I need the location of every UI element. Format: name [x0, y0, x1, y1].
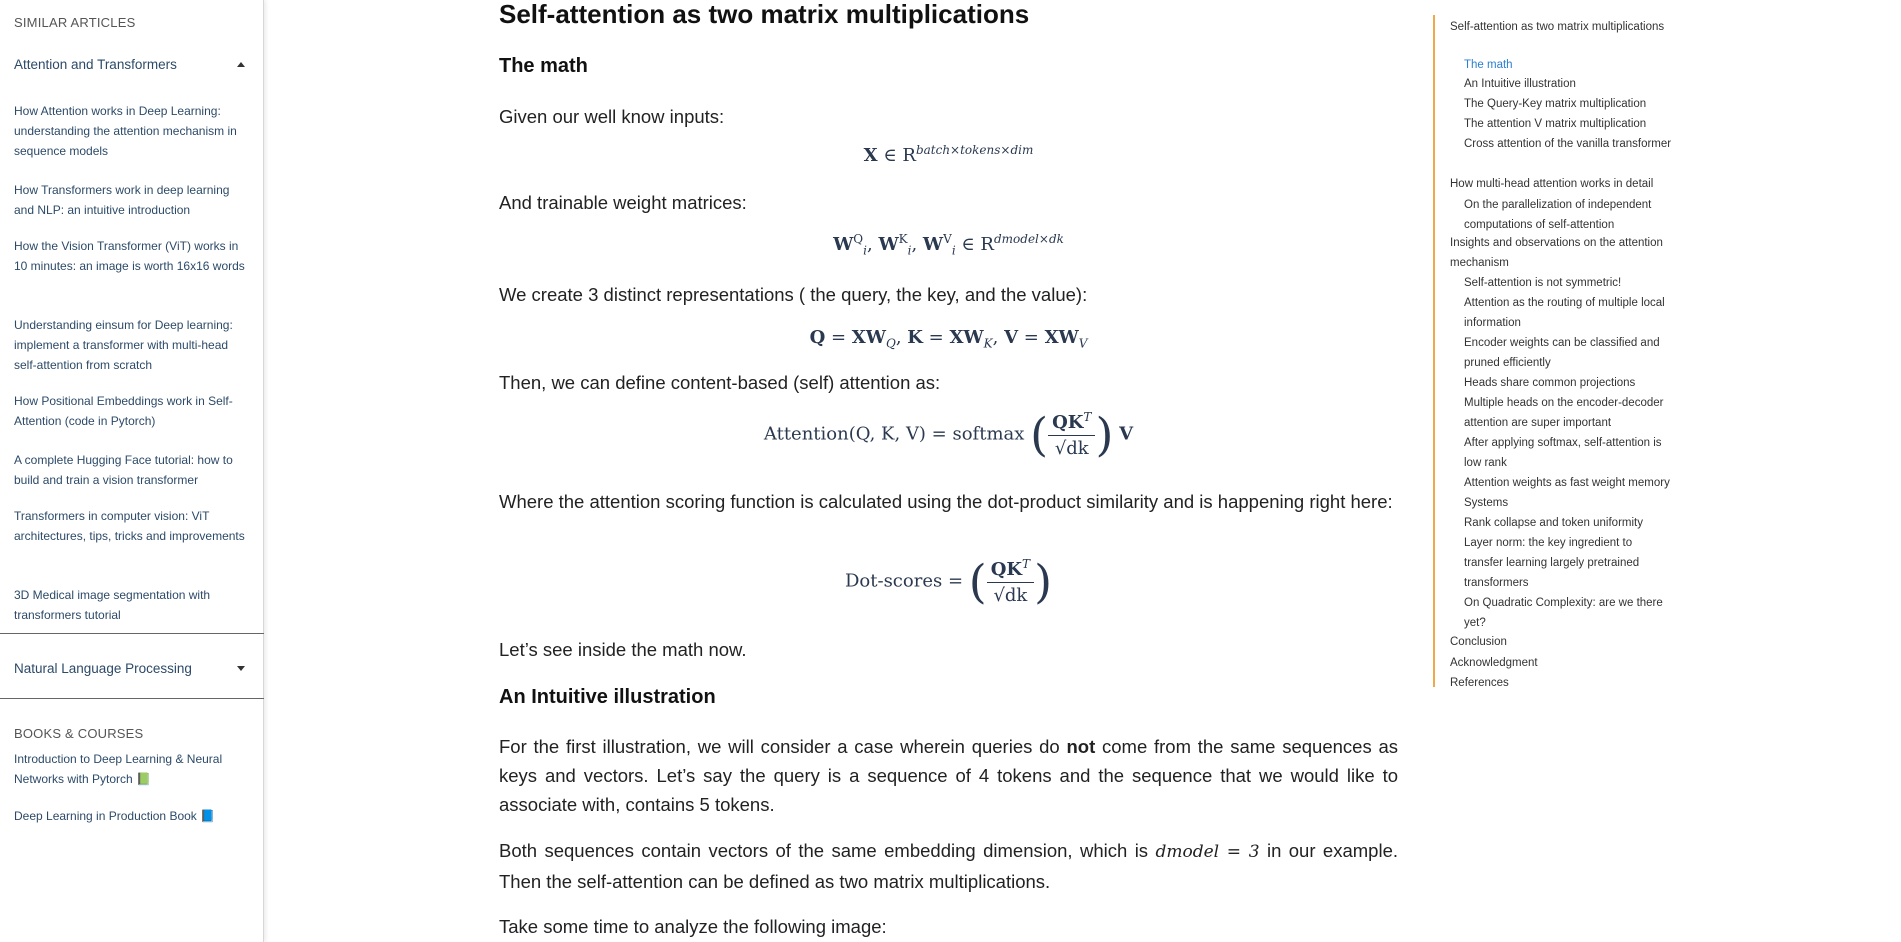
paragraph: Given our well know inputs: — [499, 106, 725, 127]
toc-item[interactable]: Cross attention of the vanilla transformer — [1464, 138, 1672, 150]
toc-item[interactable]: Attention as the routing of multiple local information — [1464, 297, 1665, 329]
group-label: Attention and Transformers — [14, 57, 177, 72]
equation-attention: Attention(Q, K, V) = softmax ( $\frac{QK^T}{√dk}$ ) V — [763, 407, 1134, 462]
toc-item[interactable]: Acknowledgment — [1450, 657, 1538, 669]
chevron-down-icon — [237, 666, 245, 671]
article-content — [499, 0, 1398, 942]
toc-item[interactable]: An Intuitive illustration — [1464, 78, 1576, 90]
paragraph: Then, we can define content-based (self) attention as: — [499, 372, 941, 393]
book-link[interactable]: Deep Learning in Production Book 📘 — [14, 809, 216, 823]
toc-item[interactable]: Layer norm: the key ingredient to transfer learning largely pretrained transformers — [1464, 537, 1640, 589]
toc-item[interactable]: References — [1450, 677, 1509, 689]
paragraph: Take some time to analyze the following image: — [499, 916, 887, 937]
toc-item[interactable]: The math — [1464, 59, 1513, 71]
toc-item[interactable]: On the parallelization of independent computations of self-attention — [1464, 199, 1652, 231]
toc-item[interactable]: The attention V matrix multiplication — [1464, 118, 1647, 130]
chevron-up-icon — [237, 62, 245, 67]
divider — [0, 698, 264, 699]
similar-article-link[interactable]: How Transformers work in deep learning and NLP: an intuitive introduction — [14, 183, 230, 217]
toc-item[interactable]: Attention weights as fast weight memory Systems — [1464, 477, 1670, 509]
paragraph: And trainable weight matrices: — [499, 192, 747, 213]
toc-item[interactable]: Self-attention as two matrix multiplications — [1450, 21, 1665, 33]
subsection-title-math: The math — [499, 55, 588, 77]
toc-item[interactable]: Heads share common projections — [1464, 377, 1636, 389]
toc-item[interactable]: Self-attention is not symmetric! — [1464, 277, 1622, 289]
equation-dot-scores: Dot-scores = ( $\frac{QK^T}{√dk}$ ) — [844, 554, 1053, 609]
toc-item[interactable]: Rank collapse and token uniformity — [1464, 517, 1643, 529]
paragraph: We create 3 distinct representations ( the query, the key, and the value): — [499, 284, 1088, 305]
similar-article-link[interactable]: 3D Medical image segmentation with transformers tutorial — [14, 588, 211, 622]
similar-article-link[interactable]: How Attention works in Deep Learning: understanding the attention mechanism in sequence models — [14, 104, 237, 158]
divider — [0, 633, 264, 634]
paragraph: For the first illustration, we will consider a case wherein queries do not come from the same sequences as keys and vectors. Let’s say the query is a sequence of 4 tokens and the sequence that we would like to associate with, contains 5 tokens. — [499, 736, 1399, 815]
similar-article-link[interactable]: How the Vision Transformer (ViT) works in 10 minutes: an image is worth 16x16 words — [14, 239, 245, 273]
subsection-title-intuitive: An Intuitive illustration — [499, 686, 716, 708]
paragraph: Where the attention scoring function is calculated using the dot-product similarity and is happening right here: — [499, 491, 1393, 512]
toc-item[interactable]: How multi-head attention works in detail — [1450, 178, 1654, 190]
equation-x: X ∈ $R^{batch\times tokens\times dim}$ — [863, 143, 1034, 166]
paragraph: Both sequences contain vectors of the same embedding dimension, which is dmodel = 3 in our example. Then the self-attention can be defined as two matrix multiplications. — [499, 840, 1398, 892]
toc-item[interactable]: Conclusion — [1450, 636, 1507, 648]
similar-article-link[interactable]: Transformers in computer vision: ViT architectures, tips, tricks and improvements — [14, 509, 245, 543]
similar-article-link[interactable]: How Positional Embeddings work in Self-Attention (code in Pytorch) — [14, 394, 233, 428]
paragraph: Let’s see inside the math now. — [499, 639, 747, 660]
similar-article-link[interactable]: Understanding einsum for Deep learning: implement a transformer with multi-head self-attention from scratch — [14, 318, 233, 372]
toc-item[interactable]: On Quadratic Complexity: are we there yet? — [1464, 597, 1663, 629]
toc-item[interactable]: Insights and observations on the attention mechanism — [1450, 237, 1663, 269]
toc-item[interactable]: The Query-Key matrix multiplication — [1464, 98, 1647, 110]
toc-item[interactable]: Encoder weights can be classified and pruned efficiently — [1464, 337, 1660, 369]
equation-weights: $W^Q_i$, $W^K_i$, $W^V_i$ ∈ $R^{dmodel\times dk}$ — [833, 232, 1064, 258]
equation-qkv: $Q = XW_Q$, $K = XW_K$, $V = XW_V$ — [809, 327, 1088, 351]
books-courses-heading: BOOKS & COURSES — [14, 726, 144, 741]
similar-article-link[interactable]: A complete Hugging Face tutorial: how to build and train a vision transformer — [14, 453, 233, 487]
book-link[interactable]: Introduction to Deep Learning & Neural Networks with Pytorch 📗 — [14, 752, 223, 786]
group-nlp[interactable] — [14, 661, 249, 676]
similar-articles-heading: SIMILAR ARTICLES — [14, 15, 136, 30]
left-sidebar — [0, 0, 264, 942]
section-title: Self-attention as two matrix multiplications — [499, 0, 1030, 29]
toc-item[interactable]: After applying softmax, self-attention is low rank — [1464, 437, 1662, 469]
table-of-contents — [1433, 15, 1672, 689]
toc-item[interactable]: Multiple heads on the encoder-decoder attention are super important — [1464, 397, 1664, 429]
group-label: Natural Language Processing — [14, 661, 192, 676]
group-attention-transformers[interactable] — [14, 57, 249, 72]
